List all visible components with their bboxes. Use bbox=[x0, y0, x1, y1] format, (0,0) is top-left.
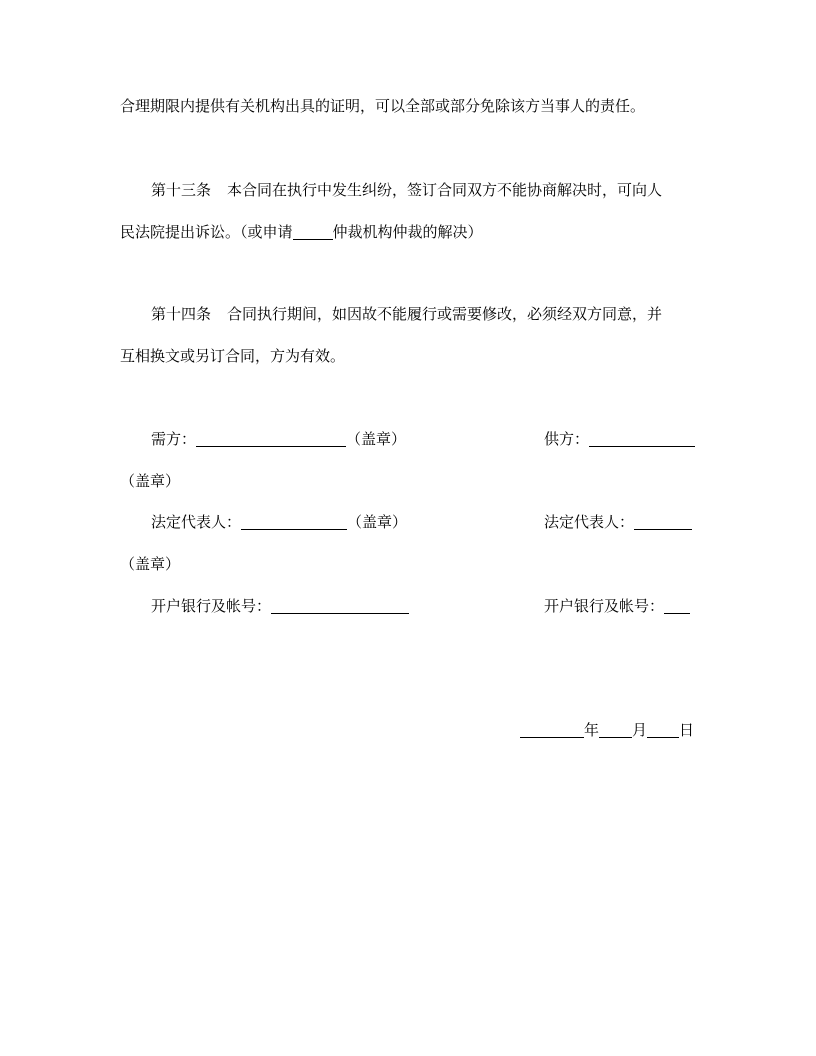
article-13-text-post: 仲裁机构仲裁的解决） bbox=[332, 223, 483, 241]
arbitration-blank bbox=[293, 223, 333, 240]
supplier-rep-seal-line bbox=[120, 554, 180, 574]
buyer-label: 需方： bbox=[151, 430, 197, 448]
buyer-blank bbox=[196, 430, 346, 447]
supplier-seal: （盖章） bbox=[120, 472, 181, 490]
month-blank bbox=[599, 721, 632, 738]
supplier-rep-label: 法定代表人： bbox=[544, 513, 635, 531]
month-label: 月 bbox=[632, 721, 648, 739]
supplier-rep-line bbox=[544, 512, 692, 532]
paragraph-continuation bbox=[120, 96, 645, 116]
supplier-signature-line bbox=[544, 429, 695, 449]
article-13-line-1 bbox=[151, 180, 662, 200]
supplier-bank-label: 开户银行及帐号： bbox=[544, 597, 665, 615]
day-label: 日 bbox=[679, 721, 695, 739]
buyer-rep-line bbox=[151, 512, 407, 532]
year-label: 年 bbox=[584, 721, 600, 739]
article-14-text-2: 互相换文或另订合同，方为有效。 bbox=[120, 347, 346, 365]
article-14-line-2 bbox=[120, 346, 345, 366]
supplier-rep-blank bbox=[634, 513, 692, 530]
article-13-text: 本合同在执行中发生纠纷，签订合同双方不能协商解决时，可向人 bbox=[227, 181, 663, 199]
article-14-line-1 bbox=[151, 304, 662, 324]
buyer-rep-blank bbox=[241, 513, 347, 530]
article-14-text: 合同执行期间，如因故不能履行或需要修改，必须经双方同意，并 bbox=[227, 305, 663, 323]
supplier-bank-line bbox=[544, 596, 690, 616]
paragraph-text: 合理期限内提供有关机构出具的证明，可以全部或部分免除该方当事人的责任。 bbox=[120, 97, 646, 115]
date-line bbox=[520, 720, 694, 740]
buyer-rep-seal: （盖章） bbox=[347, 513, 408, 531]
supplier-label: 供方： bbox=[544, 430, 590, 448]
buyer-bank-blank bbox=[271, 597, 409, 614]
buyer-bank-line bbox=[151, 596, 409, 616]
day-blank bbox=[647, 721, 679, 738]
year-blank bbox=[520, 721, 584, 738]
article-13-text-pre: 民法院提出诉讼。（或申请 bbox=[120, 223, 293, 241]
article-14-number: 第十四条 bbox=[151, 305, 212, 323]
supplier-blank bbox=[589, 430, 695, 447]
buyer-seal: （盖章） bbox=[346, 430, 407, 448]
article-13-line-2 bbox=[120, 222, 483, 242]
buyer-rep-label: 法定代表人： bbox=[151, 513, 242, 531]
supplier-rep-seal: （盖章） bbox=[120, 555, 181, 573]
supplier-seal-line bbox=[120, 471, 180, 491]
supplier-bank-blank bbox=[664, 597, 690, 614]
article-13-number: 第十三条 bbox=[151, 181, 212, 199]
buyer-bank-label: 开户银行及帐号： bbox=[151, 597, 272, 615]
buyer-signature-line bbox=[151, 429, 406, 449]
